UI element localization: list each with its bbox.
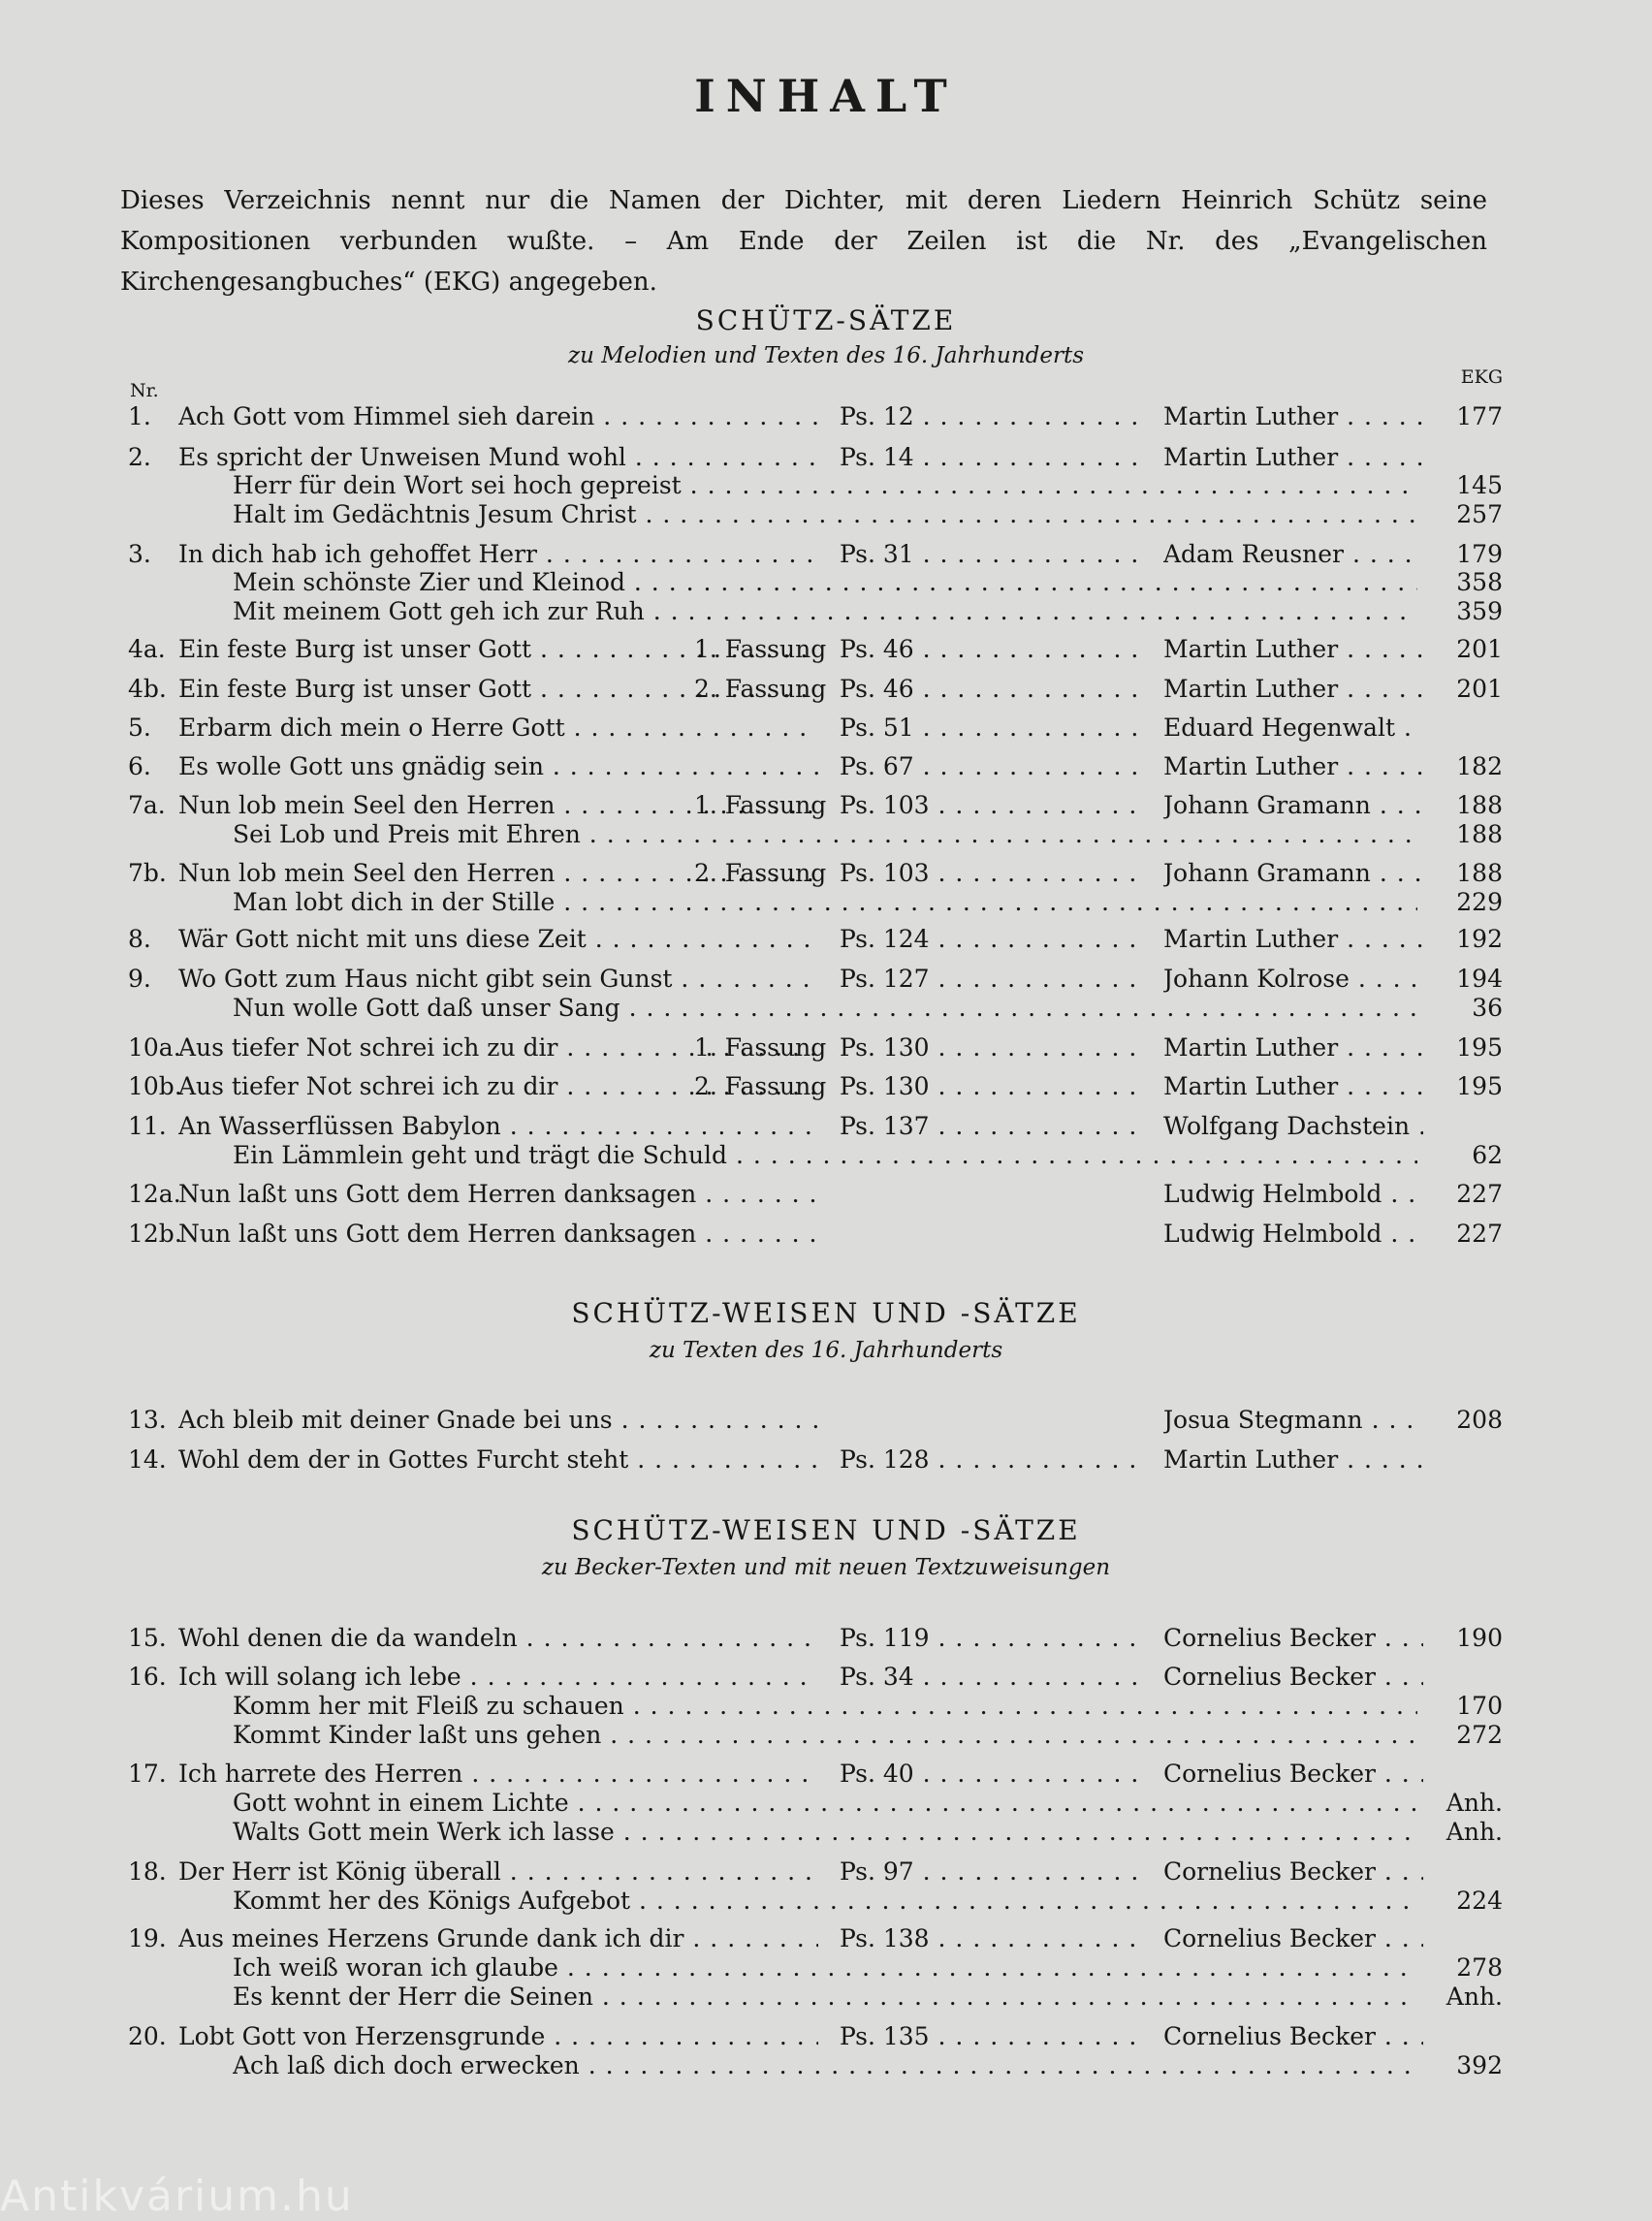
entry-ekg-number: 229	[1456, 888, 1503, 916]
entry-ekg-number: 170	[1456, 1692, 1503, 1720]
entry-ekg-number: 227	[1456, 1220, 1503, 1248]
entry-title: Walts Gott mein Werk ich lasse . . .	[233, 1816, 1417, 1849]
section-subtitle: zu Texten des 16. Jahrhunderts	[649, 1338, 1003, 1363]
entry-author: Ludwig Helmbold . . .	[1163, 1218, 1423, 1251]
entry-psalm: Ps. 51 . . .	[840, 712, 1136, 745]
entry-ekg-number: 195	[1456, 1072, 1503, 1100]
entry-author: Martin Luther . . .	[1163, 1444, 1423, 1476]
entry-psalm: Ps. 124 . . .	[840, 923, 1136, 956]
entry-title: Nun laßt uns Gott dem Herren danksagen . . .	[178, 1218, 818, 1251]
entry-author: Johann Gramann . . .	[1163, 857, 1423, 890]
entry-psalm: Ps. 128 . . .	[840, 1444, 1136, 1476]
entry-psalm: Ps. 137 . . .	[840, 1110, 1136, 1143]
entry-ekg-number: 179	[1456, 540, 1503, 568]
entry-title: Aus meines Herzens Grunde dank ich dir . . .	[178, 1922, 818, 1955]
toc-row	[0, 818, 1652, 851]
entry-author: Cornelius Becker . . .	[1163, 2020, 1423, 2053]
toc-row	[0, 1758, 1652, 1791]
toc-row	[0, 1787, 1652, 1820]
entry-author: Eduard Hegenwalt . . .	[1163, 712, 1423, 745]
toc-row	[0, 1622, 1652, 1655]
entry-title: Es wolle Gott uns gnädig sein . . .	[178, 750, 818, 783]
toc-row	[0, 1070, 1652, 1103]
entry-psalm: Ps. 67 . . .	[840, 750, 1136, 783]
entry-number: 18.	[128, 1857, 167, 1886]
entry-version: 1. Fassung	[694, 1033, 827, 1062]
entry-title: Ach laß dich doch erwecken . . .	[233, 2049, 1417, 2082]
toc-row	[0, 400, 1652, 433]
entry-ekg-number: 227	[1456, 1180, 1503, 1208]
section-subtitle: zu Melodien und Texten des 16. Jahrhunderts	[567, 343, 1085, 368]
toc-row	[0, 750, 1652, 783]
entry-number: 9.	[128, 965, 151, 993]
entry-title: Nun lob mein Seel den Herren . . .	[178, 857, 818, 890]
entry-title: Wohl dem der in Gottes Furcht steht . . .	[178, 1444, 818, 1476]
toc-row	[0, 712, 1652, 745]
entry-title: Kommt her des Königs Aufgebot . . .	[233, 1885, 1417, 1918]
entry-number: 7a.	[128, 791, 166, 819]
entry-number: 12a.	[128, 1180, 181, 1208]
entry-number: 4a.	[128, 635, 166, 663]
entry-title: Ich harrete des Herren . . .	[178, 1758, 818, 1791]
entry-ekg-number: Anh.	[1446, 1789, 1503, 1817]
entry-number: 16.	[128, 1663, 167, 1691]
entry-title: Nun wolle Gott daß unser Sang . . .	[233, 992, 1417, 1025]
entry-ekg-number: 190	[1456, 1624, 1503, 1652]
entry-title: Ein feste Burg ist unser Gott . . .	[178, 633, 818, 666]
toc-row	[0, 2049, 1652, 2082]
entry-author: Cornelius Becker . . .	[1163, 1758, 1423, 1791]
entry-author: Cornelius Becker . . .	[1163, 1622, 1423, 1655]
entry-ekg-number: 201	[1456, 635, 1503, 663]
toc-row	[0, 1816, 1652, 1849]
entry-ekg-number: 278	[1456, 1953, 1503, 1982]
toc-row	[0, 498, 1652, 531]
entry-title: Gott wohnt in einem Lichte . . .	[233, 1787, 1417, 1820]
entry-title: Wo Gott zum Haus nicht gibt sein Gunst . . .	[178, 963, 818, 996]
entry-ekg-number: 145	[1456, 471, 1503, 499]
entry-ekg-number: 257	[1456, 500, 1503, 528]
entry-number: 17.	[128, 1760, 167, 1788]
entry-ekg-number: 201	[1456, 675, 1503, 703]
toc-row	[0, 1690, 1652, 1723]
toc-row	[0, 923, 1652, 956]
toc-row	[0, 1031, 1652, 1064]
toc-row	[0, 1218, 1652, 1251]
entry-number: 8.	[128, 925, 151, 953]
entry-title: Erbarm dich mein o Herre Gott . . .	[178, 712, 818, 745]
entry-version: 1. Fassung	[694, 635, 827, 663]
entry-author: Josua Stegmann . . .	[1163, 1404, 1423, 1437]
toc-row	[0, 1922, 1652, 1955]
entry-number: 1.	[128, 402, 151, 430]
entry-ekg-number: 177	[1456, 402, 1503, 430]
entry-title: Ein Lämmlein geht und trägt die Schuld . . .	[233, 1139, 1417, 1172]
entry-author: Martin Luther . . .	[1163, 1070, 1423, 1103]
entry-title: Ach bleib mit deiner Gnade bei uns . . .	[178, 1404, 818, 1437]
entry-psalm: Ps. 40 . . .	[840, 1758, 1136, 1791]
toc-row	[0, 673, 1652, 706]
toc-row	[0, 595, 1652, 628]
section-title: SCHÜTZ-WEISEN UND -SÄTZE	[571, 1297, 1081, 1329]
toc-row	[0, 1951, 1652, 1984]
entry-number: 15.	[128, 1624, 167, 1652]
entry-title: Sei Lob und Preis mit Ehren . . .	[233, 818, 1417, 851]
entry-title: Es kennt der Herr die Seinen . . .	[233, 1981, 1417, 2014]
entry-psalm: Ps. 14 . . .	[840, 441, 1136, 474]
entry-psalm: Ps. 119 . . .	[840, 1622, 1136, 1655]
toc-row	[0, 1661, 1652, 1694]
entry-ekg-number: 195	[1456, 1033, 1503, 1062]
entry-number: 5.	[128, 714, 151, 742]
entry-psalm: Ps. 46 . . .	[840, 633, 1136, 666]
entry-psalm: Ps. 31 . . .	[840, 538, 1136, 571]
entry-psalm: Ps. 12 . . .	[840, 400, 1136, 433]
entry-title: An Wasserflüssen Babylon . . .	[178, 1110, 818, 1143]
entry-psalm: Ps. 97 . . .	[840, 1856, 1136, 1888]
toc-row	[0, 1885, 1652, 1918]
entry-title: Ich weiß woran ich glaube . . .	[233, 1951, 1417, 1984]
intro-paragraph: Dieses Verzeichnis nennt nur die Namen der Dichter, mit deren Liedern Heinrich Schütz seine Kompositionen verbunden wußte. – Am Ende der Zeilen ist die Nr. des „Evangelischen Kirchengesangbuches“ (EKG) angegeben.	[120, 186, 1487, 297]
entry-title: Ach Gott vom Himmel sieh darein . . .	[178, 400, 818, 433]
entry-number: 7b.	[128, 859, 167, 887]
toc-row	[0, 633, 1652, 666]
entry-psalm: Ps. 130 . . .	[840, 1070, 1136, 1103]
entry-ekg-number: 62	[1472, 1141, 1503, 1169]
entry-ekg-number: 182	[1456, 752, 1503, 780]
entry-ekg-number: 192	[1456, 925, 1503, 953]
entry-number: 3.	[128, 540, 151, 568]
toc-row	[0, 857, 1652, 890]
entry-author: Johann Kolrose . . .	[1163, 963, 1423, 996]
entry-number: 14.	[128, 1445, 167, 1474]
toc-row	[0, 2020, 1652, 2053]
toc-row	[0, 1178, 1652, 1211]
toc-row	[0, 566, 1652, 599]
entry-psalm: Ps. 135 . . .	[840, 2020, 1136, 2053]
entry-author: Adam Reusner . . .	[1163, 538, 1423, 571]
toc-row	[0, 1719, 1652, 1752]
entry-ekg-number: 392	[1456, 2051, 1503, 2079]
entry-author: Cornelius Becker . . .	[1163, 1856, 1423, 1888]
column-header-nr: Nr.	[130, 380, 159, 401]
entry-author: Ludwig Helmbold . . .	[1163, 1178, 1423, 1211]
entry-number: 10a.	[128, 1033, 181, 1062]
entry-number: 11.	[128, 1112, 167, 1140]
entry-psalm: Ps. 130 . . .	[840, 1031, 1136, 1064]
page-title: INHALT	[694, 70, 958, 122]
entry-ekg-number: 188	[1456, 820, 1503, 848]
entry-version: 2. Fassung	[694, 859, 827, 887]
entry-number: 13.	[128, 1406, 167, 1434]
entry-title: Wohl denen die da wandeln . . .	[178, 1622, 818, 1655]
entry-author: Martin Luther . . .	[1163, 750, 1423, 783]
entry-title: Aus tiefer Not schrei ich zu dir . . .	[178, 1031, 818, 1064]
entry-ekg-number: 359	[1456, 597, 1503, 625]
entry-ekg-number: 194	[1456, 965, 1503, 993]
entry-number: 10b.	[128, 1072, 182, 1100]
entry-number: 2.	[128, 443, 151, 471]
entry-number: 19.	[128, 1924, 167, 1952]
section-title: SCHÜTZ-SÄTZE	[695, 304, 957, 336]
toc-row	[0, 1139, 1652, 1172]
entry-title: Nun laßt uns Gott dem Herren danksagen . . .	[178, 1178, 818, 1211]
entry-title: Ich will solang ich lebe . . .	[178, 1661, 818, 1694]
entry-author: Martin Luther . . .	[1163, 633, 1423, 666]
toc-row	[0, 1404, 1652, 1437]
entry-psalm: Ps. 46 . . .	[840, 673, 1136, 706]
entry-number: 4b.	[128, 675, 167, 703]
entry-author: Cornelius Becker . . .	[1163, 1661, 1423, 1694]
entry-author: Martin Luther . . .	[1163, 673, 1423, 706]
toc-row	[0, 789, 1652, 822]
entry-author: Martin Luther . . .	[1163, 441, 1423, 474]
entry-ekg-number: 272	[1456, 1721, 1503, 1749]
entry-title: Herr für dein Wort sei hoch gepreist . . .	[233, 469, 1417, 502]
entry-author: Martin Luther . . .	[1163, 923, 1423, 956]
toc-row	[0, 469, 1652, 502]
entry-author: Wolfgang Dachstein . . .	[1163, 1110, 1423, 1143]
section-title: SCHÜTZ-WEISEN UND -SÄTZE	[571, 1514, 1081, 1546]
watermark: Antikvárium.hu	[0, 2172, 354, 2221]
entry-title: Es spricht der Unweisen Mund wohl . . .	[178, 441, 818, 474]
entry-title: Nun lob mein Seel den Herren . . .	[178, 789, 818, 822]
entry-title: Kommt Kinder laßt uns gehen . . .	[233, 1719, 1417, 1752]
entry-ekg-number: 208	[1456, 1406, 1503, 1434]
section-subtitle: zu Becker-Texten und mit neuen Textzuweisungen	[541, 1555, 1111, 1580]
entry-title: Wär Gott nicht mit uns diese Zeit . . .	[178, 923, 818, 956]
entry-title: Aus tiefer Not schrei ich zu dir . . .	[178, 1070, 818, 1103]
entry-title: Halt im Gedächtnis Jesum Christ . . .	[233, 498, 1417, 531]
entry-title: Man lobt dich in der Stille . . .	[233, 886, 1417, 919]
entry-title: Komm her mit Fleiß zu schauen . . .	[233, 1690, 1417, 1723]
entry-author: Cornelius Becker . . .	[1163, 1922, 1423, 1955]
entry-title: Mit meinem Gott geh ich zur Ruh . . .	[233, 595, 1417, 628]
toc-row	[0, 1444, 1652, 1476]
entry-ekg-number: 188	[1456, 859, 1503, 887]
column-header-ekg: EKG	[1460, 366, 1503, 388]
entry-version: 1. Fassung	[694, 791, 827, 819]
entry-number: 20.	[128, 2022, 167, 2050]
entry-version: 2. Fassung	[694, 1072, 827, 1100]
entry-title: In dich hab ich gehoffet Herr . . .	[178, 538, 818, 571]
entry-title: Lobt Gott von Herzensgrunde . . .	[178, 2020, 818, 2053]
toc-row	[0, 963, 1652, 996]
entry-psalm: Ps. 34 . . .	[840, 1661, 1136, 1694]
entry-title: Der Herr ist König überall . . .	[178, 1856, 818, 1888]
entry-ekg-number: 358	[1456, 568, 1503, 596]
entry-ekg-number: Anh.	[1446, 1983, 1503, 2011]
entry-psalm: Ps. 138 . . .	[840, 1922, 1136, 1955]
entry-author: Martin Luther . . .	[1163, 400, 1423, 433]
toc-row	[0, 1981, 1652, 2014]
entry-ekg-number: 188	[1456, 791, 1503, 819]
toc-row	[0, 1110, 1652, 1143]
entry-title: Ein feste Burg ist unser Gott . . .	[178, 673, 818, 706]
entry-psalm: Ps. 103 . . .	[840, 857, 1136, 890]
toc-row	[0, 992, 1652, 1025]
entry-ekg-number: 36	[1472, 994, 1503, 1022]
entry-number: 12b.	[128, 1220, 182, 1248]
toc-row	[0, 886, 1652, 919]
entry-title: Mein schönste Zier und Kleinod . . .	[233, 566, 1417, 599]
entry-ekg-number: Anh.	[1446, 1818, 1503, 1846]
entry-psalm: Ps. 127 . . .	[840, 963, 1136, 996]
entry-author: Martin Luther . . .	[1163, 1031, 1423, 1064]
entry-psalm: Ps. 103 . . .	[840, 789, 1136, 822]
entry-author: Johann Gramann . . .	[1163, 789, 1423, 822]
entry-version: 2. Fassung	[694, 675, 827, 703]
entry-ekg-number: 224	[1456, 1887, 1503, 1915]
toc-row	[0, 1856, 1652, 1888]
entry-number: 6.	[128, 752, 151, 780]
